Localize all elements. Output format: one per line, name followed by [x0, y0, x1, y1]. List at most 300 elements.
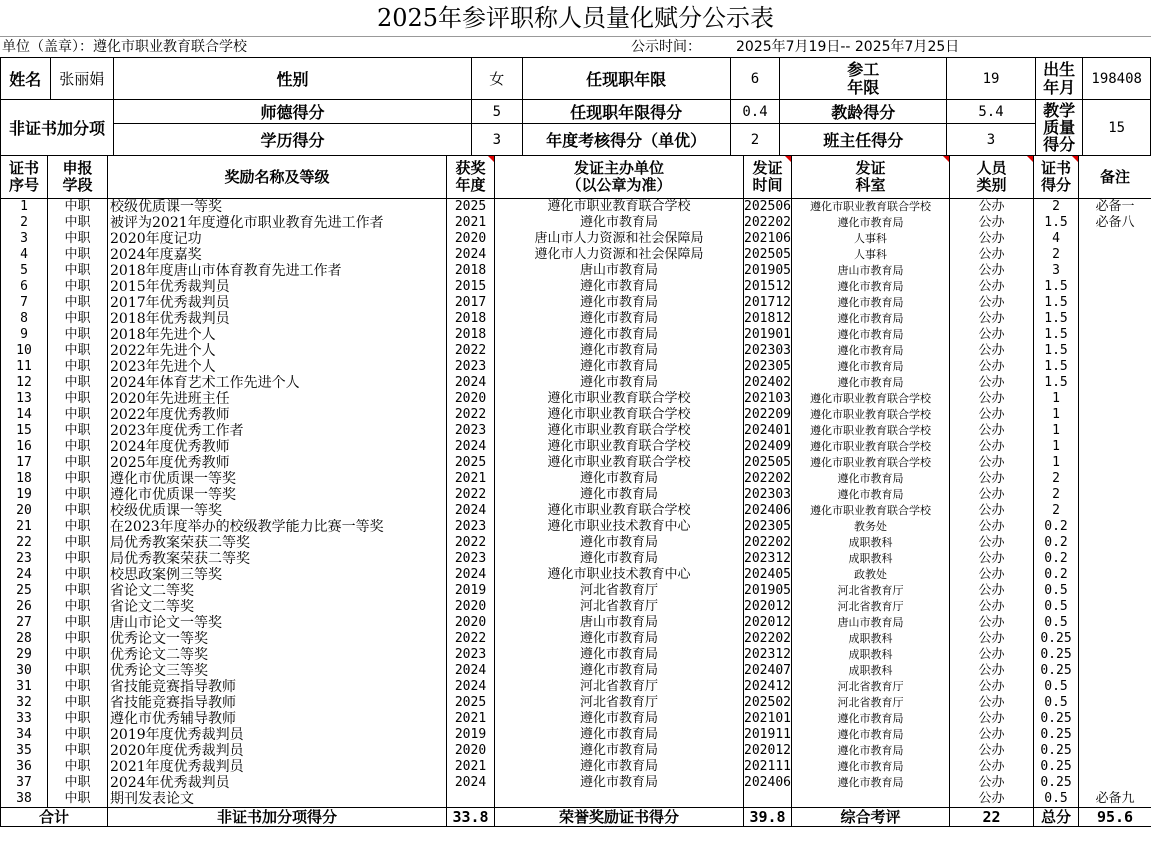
table-row — [1, 775, 1151, 791]
morality-label: 师德得分 — [113, 100, 471, 124]
edu-label: 学历得分 — [113, 124, 471, 156]
row-date: 202406 — [744, 503, 791, 518]
assess-value: 22 — [950, 808, 1034, 827]
row-issuer: 遵化市教育局 — [495, 711, 744, 727]
row-date: 201812 — [744, 311, 791, 326]
row-type: 公办 — [950, 311, 1034, 327]
row-award: 2017年优秀裁判员 — [108, 295, 447, 311]
row-dept: 遵化市教育局 — [792, 727, 950, 743]
row-type: 公办 — [950, 775, 1034, 791]
row-score: 0.2 — [1034, 535, 1079, 551]
table-row — [1, 343, 1151, 359]
unit-label: 单位（盖章）：遵化市职业教育联合学校 — [2, 39, 247, 55]
row-award: 2025年度优秀教师 — [108, 455, 447, 471]
row-issuer: 河北省教育厅 — [495, 599, 744, 615]
row-date: 202305 — [744, 359, 791, 374]
col-header-type: 人员 类别 — [950, 156, 1034, 199]
row-type: 公办 — [950, 247, 1034, 263]
gender-label: 性别 — [113, 58, 471, 100]
row-dept: 河北省教育厅 — [792, 599, 950, 615]
col-header-year: 获奖 年度 — [447, 156, 495, 199]
row-stage: 中职 — [48, 375, 108, 391]
table-row — [1, 487, 1151, 503]
row-no: 5 — [1, 263, 48, 279]
row-year: 2022 — [447, 487, 495, 503]
row-issuer: 遵化市教育局 — [495, 647, 744, 663]
row-type: 公办 — [950, 711, 1034, 727]
row-no: 38 — [1, 791, 48, 808]
row-no: 19 — [1, 487, 48, 503]
row-award: 2015年优秀裁判员 — [108, 279, 447, 295]
row-dept: 遵化市教育局 — [792, 759, 950, 775]
row-year: 2021 — [447, 215, 495, 231]
row-no: 3 — [1, 231, 48, 247]
row-stage: 中职 — [48, 647, 108, 663]
row-dept: 遵化市职业教育联合学校 — [792, 503, 950, 519]
row-dept — [792, 791, 950, 808]
row-type: 公办 — [950, 327, 1034, 343]
row-dept: 遵化市职业教育联合学校 — [792, 423, 950, 439]
work-years-label: 参工 年限 — [780, 58, 947, 100]
row-issuer: 河北省教育厅 — [495, 695, 744, 711]
row-award: 2018年度唐山市体育教育先进工作者 — [108, 263, 447, 279]
row-score: 0.25 — [1034, 743, 1079, 759]
row-dept: 遵化市教育局 — [792, 295, 950, 311]
row-stage: 中职 — [48, 775, 108, 791]
row-no: 9 — [1, 327, 48, 343]
row-issuer: 遵化市教育局 — [495, 551, 744, 567]
table-row — [1, 279, 1151, 295]
row-score: 0.25 — [1034, 775, 1079, 791]
row-type: 公办 — [950, 343, 1034, 359]
row-issuer: 遵化市教育局 — [495, 327, 744, 343]
row-issuer: 遵化市教育局 — [495, 279, 744, 295]
row-note — [1079, 775, 1151, 791]
row-no: 14 — [1, 407, 48, 423]
row-note — [1079, 743, 1151, 759]
row-date: 202405 — [744, 567, 791, 582]
row-score: 1 — [1034, 423, 1079, 439]
row-score: 3 — [1034, 263, 1079, 279]
row-date: 201905 — [744, 583, 791, 598]
annual-label: 年度考核得分（单优） — [522, 124, 730, 156]
row-dept: 成职教科 — [792, 535, 950, 551]
row-date: 202505 — [744, 455, 791, 470]
years-label: 任现职年限 — [522, 58, 730, 100]
row-score: 1.5 — [1034, 375, 1079, 391]
row-no: 1 — [1, 199, 48, 216]
row-date: 202202 — [744, 535, 791, 550]
table-row — [1, 743, 1151, 759]
row-dept: 遵化市教育局 — [792, 327, 950, 343]
row-stage: 中职 — [48, 311, 108, 327]
row-score: 1.5 — [1034, 311, 1079, 327]
header-table — [0, 57, 1151, 156]
row-type: 公办 — [950, 439, 1034, 455]
row-date: 202401 — [744, 423, 791, 438]
row-score: 0.25 — [1034, 711, 1079, 727]
years-score-label: 任现职年限得分 — [522, 100, 730, 124]
row-dept: 政教处 — [792, 567, 950, 583]
row-year: 2021 — [447, 711, 495, 727]
row-issuer: 遵化市教育局 — [495, 375, 744, 391]
row-type: 公办 — [950, 679, 1034, 695]
row-note — [1079, 535, 1151, 551]
row-no: 2 — [1, 215, 48, 231]
row-type: 公办 — [950, 631, 1034, 647]
honor-label: 荣誉奖励证书得分 — [495, 808, 744, 827]
row-award: 期刊发表论文 — [108, 791, 447, 808]
row-type: 公办 — [950, 215, 1034, 231]
row-dept: 成职教科 — [792, 551, 950, 567]
row-date: 202101 — [744, 711, 791, 726]
name-value: 张丽娟 — [50, 58, 113, 100]
row-year: 2020 — [447, 615, 495, 631]
table-row — [1, 471, 1151, 487]
row-stage: 中职 — [48, 791, 108, 808]
row-date: 202209 — [744, 407, 791, 422]
row-year: 2022 — [447, 631, 495, 647]
row-year — [447, 791, 495, 808]
row-award: 2018年先进个人 — [108, 327, 447, 343]
row-award: 遵化市优质课一等奖 — [108, 471, 447, 487]
row-issuer: 遵化市职业教育联合学校 — [495, 423, 744, 439]
row-award: 局优秀教案荣获二等奖 — [108, 535, 447, 551]
row-year: 2024 — [447, 663, 495, 679]
row-date — [744, 791, 792, 808]
table-row — [1, 423, 1151, 439]
quality-value: 15 — [1083, 100, 1151, 156]
row-award: 校思政案例三等奖 — [108, 567, 447, 583]
row-stage: 中职 — [48, 471, 108, 487]
years-value: 6 — [730, 58, 780, 100]
row-type: 公办 — [950, 471, 1034, 487]
row-award: 在2023年度举办的校级教学能力比赛一等奖 — [108, 519, 447, 535]
row-stage: 中职 — [48, 423, 108, 439]
col-header-dept: 发证 科室 — [792, 156, 950, 199]
row-no: 18 — [1, 471, 48, 487]
row-date: 202312 — [744, 647, 791, 662]
row-award: 2021年度优秀裁判员 — [108, 759, 447, 775]
row-date: 202012 — [744, 599, 791, 614]
table-row — [1, 695, 1151, 711]
row-stage: 中职 — [48, 583, 108, 599]
row-type: 公办 — [950, 535, 1034, 551]
row-note — [1079, 519, 1151, 535]
row-note — [1079, 423, 1151, 439]
info-line — [0, 36, 1151, 57]
row-no: 32 — [1, 695, 48, 711]
row-stage: 中职 — [48, 599, 108, 615]
row-date: 202202 — [744, 631, 791, 646]
row-no: 6 — [1, 279, 48, 295]
row-issuer: 遵化市教育局 — [495, 727, 744, 743]
row-score: 0.5 — [1034, 695, 1079, 711]
row-award: 优秀论文一等奖 — [108, 631, 447, 647]
row-issuer: 遵化市教育局 — [495, 535, 744, 551]
row-stage: 中职 — [48, 407, 108, 423]
col-header-date: 发证 时间 — [744, 156, 792, 199]
row-year: 2020 — [447, 599, 495, 615]
row-note — [1079, 615, 1151, 631]
row-stage: 中职 — [48, 231, 108, 247]
row-stage: 中职 — [48, 455, 108, 471]
row-stage: 中职 — [48, 727, 108, 743]
row-note — [1079, 279, 1151, 295]
edu-value: 3 — [471, 124, 522, 156]
row-date: 202305 — [744, 519, 791, 534]
row-score: 0.25 — [1034, 663, 1079, 679]
row-type: 公办 — [950, 295, 1034, 311]
row-award: 2018年优秀裁判员 — [108, 311, 447, 327]
noncert-label: 非证书加分项 — [1, 100, 114, 156]
col-header-note: 备注 — [1079, 156, 1151, 199]
row-note — [1079, 231, 1151, 247]
row-dept: 成职教科 — [792, 663, 950, 679]
row-stage: 中职 — [48, 535, 108, 551]
table-row — [1, 247, 1151, 263]
row-dept: 遵化市教育局 — [792, 215, 950, 231]
row-year: 2020 — [447, 391, 495, 407]
row-date: 202402 — [744, 375, 791, 390]
row-year: 2020 — [447, 231, 495, 247]
row-type: 公办 — [950, 551, 1034, 567]
table-row — [1, 727, 1151, 743]
row-year: 2023 — [447, 519, 495, 535]
table-row — [1, 567, 1151, 583]
headteacher-value: 3 — [947, 124, 1036, 156]
row-score: 0.5 — [1034, 791, 1079, 808]
row-note — [1079, 375, 1151, 391]
row-award: 2022年度优秀教师 — [108, 407, 447, 423]
row-type: 公办 — [950, 743, 1034, 759]
row-no: 26 — [1, 599, 48, 615]
row-award: 2022年先进个人 — [108, 343, 447, 359]
row-award: 校级优质课一等奖 — [108, 503, 447, 519]
row-date: 201911 — [744, 727, 791, 742]
row-date: 202407 — [744, 663, 791, 678]
publish-label: 公示时间： — [631, 39, 701, 55]
row-year: 2024 — [447, 567, 495, 583]
table-row — [1, 551, 1151, 567]
row-no: 37 — [1, 775, 48, 791]
table-row — [1, 199, 1151, 216]
row-dept: 遵化市教育局 — [792, 343, 950, 359]
row-score: 4 — [1034, 231, 1079, 247]
row-dept: 遵化市职业教育联合学校 — [792, 455, 950, 471]
teach-age-value: 5.4 — [947, 100, 1036, 124]
row-year: 2024 — [447, 439, 495, 455]
row-type: 公办 — [950, 759, 1034, 775]
row-year: 2023 — [447, 359, 495, 375]
row-year: 2024 — [447, 375, 495, 391]
row-year: 2023 — [447, 423, 495, 439]
row-stage: 中职 — [48, 519, 108, 535]
row-year: 2024 — [447, 775, 495, 791]
row-score: 1.5 — [1034, 359, 1079, 375]
row-year: 2023 — [447, 647, 495, 663]
headteacher-label: 班主任得分 — [780, 124, 947, 156]
row-date: 202012 — [744, 743, 791, 758]
row-year: 2019 — [447, 727, 495, 743]
row-type: 公办 — [950, 663, 1034, 679]
row-dept: 河北省教育厅 — [792, 679, 950, 695]
row-award: 唐山市论文一等奖 — [108, 615, 447, 631]
table-row — [1, 615, 1151, 631]
row-stage: 中职 — [48, 759, 108, 775]
row-year: 2024 — [447, 247, 495, 263]
assess-label: 综合考评 — [792, 808, 950, 827]
row-issuer: 遵化市职业教育联合学校 — [495, 407, 744, 423]
table-row — [1, 263, 1151, 279]
row-dept: 遵化市职业教育联合学校 — [792, 407, 950, 423]
row-stage: 中职 — [48, 439, 108, 455]
row-no: 10 — [1, 343, 48, 359]
table-row — [1, 215, 1151, 231]
row-no: 20 — [1, 503, 48, 519]
row-note — [1079, 551, 1151, 567]
row-stage: 中职 — [48, 503, 108, 519]
row-note — [1079, 471, 1151, 487]
table-row — [1, 679, 1151, 695]
row-no: 7 — [1, 295, 48, 311]
row-dept: 人事科 — [792, 247, 950, 263]
row-score: 1.5 — [1034, 295, 1079, 311]
row-stage: 中职 — [48, 215, 108, 231]
row-type: 公办 — [950, 455, 1034, 471]
row-issuer: 唐山市教育局 — [495, 615, 744, 631]
row-score: 2 — [1034, 487, 1079, 503]
table-row — [1, 599, 1151, 615]
row-note — [1079, 663, 1151, 679]
annual-value: 2 — [730, 124, 780, 156]
row-stage: 中职 — [48, 615, 108, 631]
row-issuer — [495, 791, 744, 808]
row-dept: 遵化市教育局 — [792, 375, 950, 391]
row-stage: 中职 — [48, 487, 108, 503]
row-stage: 中职 — [48, 695, 108, 711]
row-type: 公办 — [950, 231, 1034, 247]
row-note — [1079, 359, 1151, 375]
row-no: 15 — [1, 423, 48, 439]
row-dept: 唐山市教育局 — [792, 263, 950, 279]
row-issuer: 遵化市职业教育联合学校 — [495, 503, 744, 519]
row-no: 35 — [1, 743, 48, 759]
row-no: 36 — [1, 759, 48, 775]
row-type: 公办 — [950, 359, 1034, 375]
row-award: 2024年度嘉奖 — [108, 247, 447, 263]
name-label: 姓名 — [1, 58, 51, 100]
table-row — [1, 231, 1151, 247]
years-score-value: 0.4 — [730, 100, 780, 124]
row-no: 22 — [1, 535, 48, 551]
morality-value: 5 — [471, 100, 522, 124]
row-date: 202106 — [744, 231, 791, 246]
row-dept: 遵化市职业教育联合学校 — [792, 439, 950, 455]
col-header-award: 奖励名称及等级 — [108, 156, 447, 199]
row-dept: 遵化市职业教育联合学校 — [792, 199, 950, 216]
row-date: 202202 — [744, 471, 791, 486]
row-issuer: 遵化市教育局 — [495, 775, 744, 791]
row-note — [1079, 327, 1151, 343]
row-dept: 遵化市教育局 — [792, 311, 950, 327]
row-no: 17 — [1, 455, 48, 471]
table-row — [1, 631, 1151, 647]
row-award: 省论文二等奖 — [108, 599, 447, 615]
row-issuer: 遵化市教育局 — [495, 295, 744, 311]
page-title: 2025年参评职称人员量化赋分公示表 — [376, 4, 775, 32]
row-no: 8 — [1, 311, 48, 327]
row-stage: 中职 — [48, 247, 108, 263]
row-score: 1.5 — [1034, 279, 1079, 295]
row-issuer: 遵化市教育局 — [495, 215, 744, 231]
birth-label: 出生 年月 — [1035, 58, 1083, 100]
table-row — [1, 535, 1151, 551]
table-row — [1, 663, 1151, 679]
row-award: 被评为2021年度遵化市职业教育先进工作者 — [108, 215, 447, 231]
row-note — [1079, 711, 1151, 727]
col-header-no: 证书 序号 — [1, 156, 48, 199]
row-note: 必备一 — [1079, 199, 1151, 216]
row-note: 必备九 — [1079, 791, 1151, 808]
row-date: 202303 — [744, 487, 791, 502]
row-score: 0.25 — [1034, 759, 1079, 775]
row-stage: 中职 — [48, 679, 108, 695]
row-note — [1079, 503, 1151, 519]
row-award: 2020年度记功 — [108, 231, 447, 247]
row-date: 202111 — [744, 759, 791, 774]
row-issuer: 唐山市教育局 — [495, 263, 744, 279]
row-issuer: 遵化市职业教育联合学校 — [495, 199, 744, 216]
row-note — [1079, 263, 1151, 279]
row-score: 2 — [1034, 199, 1079, 216]
table-row — [1, 791, 1151, 808]
table-row — [1, 375, 1151, 391]
teach-age-label: 教龄得分 — [780, 100, 947, 124]
row-date: 202506 — [744, 199, 791, 214]
row-issuer: 遵化市教育局 — [495, 631, 744, 647]
noncert-total-label: 非证书加分项得分 — [108, 808, 447, 827]
row-year: 2019 — [447, 583, 495, 599]
row-year: 2015 — [447, 279, 495, 295]
row-dept: 成职教科 — [792, 631, 950, 647]
row-year: 2020 — [447, 743, 495, 759]
row-dept: 遵化市教育局 — [792, 711, 950, 727]
row-no: 25 — [1, 583, 48, 599]
table-row — [1, 711, 1151, 727]
total-label: 合计 — [1, 808, 108, 827]
row-issuer: 唐山市人力资源和社会保障局 — [495, 231, 744, 247]
row-issuer: 遵化市职业教育联合学校 — [495, 455, 744, 471]
row-year: 2018 — [447, 311, 495, 327]
row-note — [1079, 567, 1151, 583]
row-dept: 教务处 — [792, 519, 950, 535]
row-issuer: 遵化市教育局 — [495, 487, 744, 503]
row-year: 2025 — [447, 199, 495, 216]
row-stage: 中职 — [48, 711, 108, 727]
row-dept: 成职教科 — [792, 647, 950, 663]
row-award: 优秀论文二等奖 — [108, 647, 447, 663]
row-award: 2024年优秀裁判员 — [108, 775, 447, 791]
row-award: 省技能竞赛指导教师 — [108, 695, 447, 711]
row-year: 2018 — [447, 263, 495, 279]
row-no: 27 — [1, 615, 48, 631]
noncert-total-value: 33.8 — [447, 808, 495, 827]
row-issuer: 遵化市教育局 — [495, 743, 744, 759]
row-dept: 河北省教育厅 — [792, 583, 950, 599]
row-type: 公办 — [950, 567, 1034, 583]
table-row — [1, 327, 1151, 343]
